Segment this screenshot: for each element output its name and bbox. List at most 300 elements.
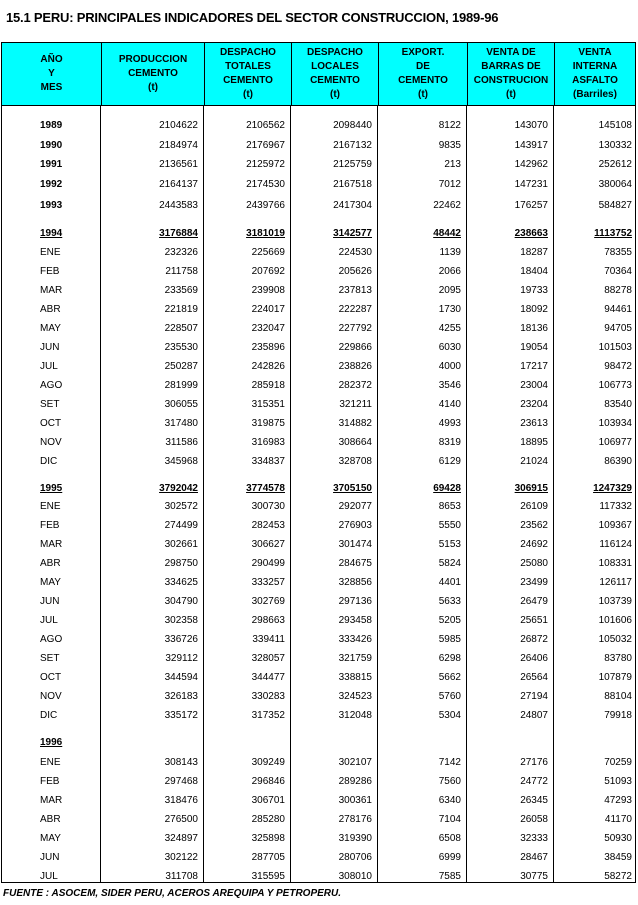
cell-despacho-totales: 242826 xyxy=(251,361,285,372)
row-label: OCT xyxy=(40,672,62,683)
cell-produccion: 2184974 xyxy=(159,140,198,151)
cell-venta-barras: 306915 xyxy=(514,483,548,494)
header-line: CEMENTO xyxy=(223,75,273,86)
cell-despacho-locales: 297136 xyxy=(338,596,372,607)
cell-despacho-locales: 3705150 xyxy=(333,483,372,494)
cell-venta-asfalto: 70364 xyxy=(604,266,632,277)
cell-produccion: 235530 xyxy=(164,342,198,353)
cell-export: 8653 xyxy=(438,501,461,512)
header-line: CONSTRUCION xyxy=(473,75,549,86)
row-label: 1993 xyxy=(40,200,63,211)
cell-produccion xyxy=(108,735,198,751)
cell-venta-barras: 238663 xyxy=(514,228,548,239)
cell-produccion: 2104622 xyxy=(159,120,198,131)
cell-despacho-totales: 235896 xyxy=(251,342,285,353)
table-row xyxy=(2,340,635,356)
cell-export: 22462 xyxy=(433,200,461,211)
cell-export: 6508 xyxy=(438,833,461,844)
cell-export: 7585 xyxy=(438,871,461,882)
cell-venta-barras: 19733 xyxy=(520,285,548,296)
cell-despacho-locales: 292077 xyxy=(338,501,372,512)
row-label: AGO xyxy=(40,380,63,391)
cell-venta-barras: 32333 xyxy=(520,833,548,844)
cell-venta-barras: 25080 xyxy=(520,558,548,569)
year-row xyxy=(2,138,635,154)
cell-despacho-totales: 319875 xyxy=(251,418,285,429)
row-label: ABR xyxy=(40,558,61,569)
cell-despacho-locales: 333426 xyxy=(338,634,372,645)
cell-venta-asfalto: 109367 xyxy=(598,520,632,531)
row-label: SET xyxy=(40,653,60,664)
header-line: BARRAS DE xyxy=(481,61,541,72)
cell-despacho-locales: 2417304 xyxy=(333,200,372,211)
cell-venta-barras: 18136 xyxy=(520,323,548,334)
cell-venta-barras: 176257 xyxy=(514,200,548,211)
cell-despacho-locales: 321211 xyxy=(339,399,372,410)
cell-venta-asfalto: 117332 xyxy=(599,501,632,512)
table-row xyxy=(2,518,635,534)
cell-export: 5985 xyxy=(438,634,461,645)
cell-despacho-locales: 3142577 xyxy=(333,228,372,239)
header-line: DESPACHO xyxy=(220,47,276,58)
cell-produccion: 326183 xyxy=(164,691,198,702)
cell-venta-asfalto: 51093 xyxy=(604,776,632,787)
header-line: CEMENTO xyxy=(398,75,448,86)
cell-venta-asfalto: 101503 xyxy=(598,342,632,353)
cell-despacho-locales: 308664 xyxy=(338,437,372,448)
year-total-row xyxy=(2,481,635,497)
cell-despacho-locales: 227792 xyxy=(338,323,372,334)
header-line: (t) xyxy=(505,89,516,100)
row-label: MAR xyxy=(40,795,63,806)
cell-venta-barras: 23499 xyxy=(520,577,548,588)
cell-produccion: 317480 xyxy=(164,418,198,429)
cell-venta-barras: 19054 xyxy=(520,342,548,353)
cell-despacho-locales: 2098440 xyxy=(333,120,372,131)
cell-venta-barras: 24807 xyxy=(520,710,548,721)
row-label: DIC xyxy=(40,710,58,721)
cell-despacho-locales: 328856 xyxy=(338,577,372,588)
cell-venta-barras: 143917 xyxy=(514,140,548,151)
row-label: 1992 xyxy=(40,179,63,190)
cell-export: 4993 xyxy=(438,418,461,429)
cell-venta-barras xyxy=(458,735,548,751)
cell-venta-barras: 26109 xyxy=(520,501,548,512)
cell-venta-asfalto: 88278 xyxy=(604,285,632,296)
cell-venta-asfalto: 86390 xyxy=(604,456,632,467)
cell-despacho-totales: 285918 xyxy=(251,380,285,391)
cell-despacho-totales: 232047 xyxy=(251,323,285,334)
cell-produccion: 298750 xyxy=(164,558,198,569)
header-produccion-cemento xyxy=(101,43,204,105)
cell-venta-asfalto: 101606 xyxy=(598,615,632,626)
cell-export: 48442 xyxy=(433,228,461,239)
cell-despacho-totales: 207692 xyxy=(251,266,285,277)
header-line: CEMENTO xyxy=(128,68,178,79)
cell-despacho-totales: 225669 xyxy=(251,247,285,258)
cell-despacho-locales: 222287 xyxy=(338,304,372,315)
cell-venta-asfalto: 252612 xyxy=(598,159,632,170)
cell-produccion: 311708 xyxy=(165,871,198,882)
cell-despacho-locales: 280706 xyxy=(338,852,372,863)
year-row xyxy=(2,157,635,173)
cell-despacho-locales: 312048 xyxy=(338,710,372,721)
row-label: MAY xyxy=(40,833,61,844)
cell-venta-asfalto: 103934 xyxy=(598,418,632,429)
cell-venta-asfalto: 1113752 xyxy=(594,228,632,239)
cell-venta-barras: 28467 xyxy=(520,852,548,863)
row-label: JUL xyxy=(40,871,58,882)
header-line: DESPACHO xyxy=(307,47,363,58)
cell-despacho-totales: 3181019 xyxy=(246,228,285,239)
row-label: 1989 xyxy=(40,120,63,131)
cell-despacho-locales: 237813 xyxy=(338,285,372,296)
cell-produccion: 2443583 xyxy=(159,200,198,211)
row-label: ABR xyxy=(40,814,61,825)
cell-venta-barras: 26406 xyxy=(520,653,548,664)
cell-venta-asfalto: 50930 xyxy=(604,833,632,844)
header-venta-barras xyxy=(467,43,554,105)
cell-venta-barras: 18287 xyxy=(520,247,548,258)
cell-despacho-totales: 306701 xyxy=(251,795,285,806)
cell-export: 6030 xyxy=(438,342,461,353)
cell-venta-barras: 27194 xyxy=(520,691,548,702)
cell-export: 5205 xyxy=(438,615,461,626)
cell-export: 6999 xyxy=(438,852,461,863)
cell-venta-asfalto: 41170 xyxy=(604,814,632,825)
cell-produccion: 276500 xyxy=(164,814,198,825)
cell-venta-asfalto: 584827 xyxy=(598,200,632,211)
cell-venta-barras: 23562 xyxy=(520,520,548,531)
cell-venta-barras: 17217 xyxy=(520,361,548,372)
cell-venta-barras: 142962 xyxy=(514,159,548,170)
cell-despacho-locales: 314882 xyxy=(338,418,372,429)
table-row xyxy=(2,264,635,280)
column-divider xyxy=(290,105,291,882)
header-line: TOTALES xyxy=(225,61,271,72)
cell-venta-asfalto: 79918 xyxy=(604,710,632,721)
cell-despacho-locales: 321759 xyxy=(338,653,372,664)
cell-export: 7560 xyxy=(438,776,461,787)
cell-venta-asfalto: 116124 xyxy=(599,539,632,550)
cell-despacho-totales: 316983 xyxy=(251,437,285,448)
cell-export: 4000 xyxy=(438,361,461,372)
column-divider xyxy=(203,105,204,882)
row-label: DIC xyxy=(40,456,58,467)
cell-export: 4255 xyxy=(438,323,461,334)
cell-despacho-totales: 309249 xyxy=(251,757,285,768)
row-label: MAR xyxy=(40,285,63,296)
header-export-cemento xyxy=(378,43,467,105)
table-row xyxy=(2,670,635,686)
cell-produccion: 324897 xyxy=(164,833,198,844)
cell-despacho-locales: 324523 xyxy=(338,691,372,702)
header-line: PRODUCCION xyxy=(118,54,188,65)
cell-despacho-totales: 239908 xyxy=(251,285,285,296)
table-row xyxy=(2,435,635,451)
column-divider xyxy=(100,105,101,882)
table-row xyxy=(2,831,635,847)
table-row xyxy=(2,454,635,470)
row-label: JUN xyxy=(40,596,60,607)
row-label: 1994 xyxy=(40,228,63,239)
cell-produccion: 2164137 xyxy=(159,179,198,190)
row-label: JUL xyxy=(40,361,58,372)
row-label: MAY xyxy=(40,323,61,334)
source-note: FUENTE : ASOCEM, SIDER PERU, ACEROS AREQUIPA Y PETROPERU. xyxy=(3,888,342,899)
column-divider xyxy=(377,105,378,882)
cell-produccion: 2136561 xyxy=(159,159,198,170)
header-line: VENTA xyxy=(578,47,612,58)
cell-export: 3546 xyxy=(438,380,461,391)
row-label: NOV xyxy=(40,437,62,448)
cell-venta-asfalto: 83780 xyxy=(604,653,632,664)
cell-export: 5304 xyxy=(438,710,461,721)
cell-despacho-totales: 300730 xyxy=(251,501,285,512)
cell-despacho-totales xyxy=(195,735,285,751)
row-label: 1995 xyxy=(40,483,63,494)
cell-venta-barras: 26564 xyxy=(520,672,548,683)
cell-produccion: 3176884 xyxy=(159,228,198,239)
table-row xyxy=(2,397,635,413)
header-line: (t) xyxy=(417,89,428,100)
cell-despacho-locales: 2125759 xyxy=(333,159,372,170)
cell-despacho-totales: 282453 xyxy=(251,520,285,531)
cell-despacho-totales: 290499 xyxy=(251,558,285,569)
cell-despacho-totales: 224017 xyxy=(251,304,285,315)
row-label: NOV xyxy=(40,691,62,702)
table-row xyxy=(2,378,635,394)
cell-venta-asfalto: 126117 xyxy=(599,577,632,588)
cell-export: 5633 xyxy=(438,596,461,607)
cell-produccion: 274499 xyxy=(164,520,198,531)
table-row xyxy=(2,869,635,885)
cell-despacho-locales: 205626 xyxy=(338,266,372,277)
cell-venta-barras: 26058 xyxy=(520,814,548,825)
table-row xyxy=(2,755,635,771)
cell-produccion: 304790 xyxy=(164,596,198,607)
cell-export: 7104 xyxy=(438,814,461,825)
header-line: INTERNA xyxy=(572,61,618,72)
cell-venta-asfalto: 38459 xyxy=(604,852,632,863)
cell-venta-asfalto: 98472 xyxy=(604,361,632,372)
cell-venta-asfalto: 94705 xyxy=(604,323,632,334)
page-title: 15.1 PERU: PRINCIPALES INDICADORES DEL SECTOR CONSTRUCCION, 1989-96 xyxy=(6,10,499,25)
cell-despacho-totales: 2174530 xyxy=(246,179,285,190)
cell-venta-barras: 21024 xyxy=(520,456,548,467)
cell-export: 6340 xyxy=(438,795,461,806)
cell-despacho-totales: 2176967 xyxy=(246,140,285,151)
cell-venta-asfalto: 1247329 xyxy=(593,483,632,494)
cell-despacho-locales: 293458 xyxy=(338,615,372,626)
cell-produccion: 302358 xyxy=(164,615,198,626)
cell-produccion: 302661 xyxy=(164,539,198,550)
row-label: FEB xyxy=(40,776,60,787)
cell-despacho-totales: 333257 xyxy=(251,577,285,588)
header-line: ASFALTO xyxy=(572,75,618,86)
cell-venta-asfalto: 105032 xyxy=(598,634,632,645)
cell-despacho-locales: 278176 xyxy=(338,814,372,825)
header-line: LOCALES xyxy=(311,61,359,72)
column-divider xyxy=(553,105,554,882)
cell-export: 4140 xyxy=(438,399,461,410)
column-divider xyxy=(466,105,467,882)
cell-venta-asfalto: 83540 xyxy=(604,399,632,410)
cell-export: 8319 xyxy=(438,437,461,448)
cell-despacho-totales: 298663 xyxy=(251,615,285,626)
row-label: FEB xyxy=(40,520,60,531)
cell-venta-asfalto: 130332 xyxy=(598,140,632,151)
header-line: (Barriles) xyxy=(573,89,617,100)
header-line: Y xyxy=(48,68,55,79)
row-label: FEB xyxy=(40,266,60,277)
cell-despacho-locales: 338815 xyxy=(338,672,372,683)
cell-despacho-totales: 306627 xyxy=(251,539,285,550)
table-row xyxy=(2,708,635,724)
year-row xyxy=(2,177,635,193)
cell-venta-barras: 23613 xyxy=(520,418,548,429)
table-row xyxy=(2,575,635,591)
cell-produccion: 334625 xyxy=(164,577,198,588)
cell-despacho-totales: 315595 xyxy=(251,871,285,882)
cell-export: 7142 xyxy=(438,757,461,768)
cell-venta-asfalto: 47293 xyxy=(604,795,632,806)
table-row xyxy=(2,613,635,629)
cell-produccion: 318476 xyxy=(164,795,198,806)
cell-produccion: 221819 xyxy=(164,304,198,315)
cell-despacho-totales: 344477 xyxy=(251,672,285,683)
cell-venta-barras: 24772 xyxy=(520,776,548,787)
cell-venta-asfalto: 107879 xyxy=(598,672,632,683)
cell-despacho-totales: 334837 xyxy=(251,456,285,467)
cell-despacho-totales: 2106562 xyxy=(246,120,285,131)
table-row xyxy=(2,245,635,261)
header-line: AÑO xyxy=(40,54,63,65)
cell-venta-asfalto: 58272 xyxy=(604,871,632,882)
cell-venta-asfalto: 88104 xyxy=(604,691,632,702)
cell-produccion: 302122 xyxy=(164,852,198,863)
row-label: ENE xyxy=(40,247,61,258)
cell-produccion: 232326 xyxy=(164,247,198,258)
cell-export: 6129 xyxy=(438,456,461,467)
header-line: (t) xyxy=(148,82,158,93)
cell-despacho-locales: 2167132 xyxy=(333,140,372,151)
table-row xyxy=(2,812,635,828)
cell-despacho-locales: 284675 xyxy=(338,558,372,569)
header-line: CEMENTO xyxy=(310,75,360,86)
table-row xyxy=(2,689,635,705)
cell-venta-asfalto: 108331 xyxy=(598,558,632,569)
cell-produccion: 250287 xyxy=(164,361,198,372)
row-label: ENE xyxy=(40,501,61,512)
cell-produccion: 311586 xyxy=(165,437,198,448)
cell-produccion: 306055 xyxy=(164,399,198,410)
cell-despacho-totales: 296846 xyxy=(251,776,285,787)
cell-venta-barras: 18404 xyxy=(520,266,548,277)
row-label: MAY xyxy=(40,577,61,588)
row-label: AGO xyxy=(40,634,63,645)
cell-export: 7012 xyxy=(438,179,461,190)
cell-venta-asfalto: 106773 xyxy=(598,380,632,391)
table-row xyxy=(2,416,635,432)
header-despacho-locales xyxy=(291,43,378,105)
data-table xyxy=(1,42,636,883)
cell-venta-asfalto: 145108 xyxy=(598,120,632,131)
cell-export: 8122 xyxy=(438,120,461,131)
cell-produccion: 308143 xyxy=(164,757,198,768)
header-line: VENTA DE xyxy=(486,47,536,58)
cell-venta-barras: 27176 xyxy=(520,757,548,768)
cell-produccion: 297468 xyxy=(164,776,198,787)
cell-despacho-totales: 330283 xyxy=(251,691,285,702)
cell-despacho-totales: 2125972 xyxy=(246,159,285,170)
header-despacho-totales xyxy=(204,43,291,105)
table-row xyxy=(2,651,635,667)
cell-export: 69428 xyxy=(433,483,461,494)
cell-venta-barras: 23004 xyxy=(520,380,548,391)
cell-despacho-totales: 325898 xyxy=(251,833,285,844)
cell-despacho-locales: 301474 xyxy=(338,539,372,550)
cell-despacho-locales: 238826 xyxy=(338,361,372,372)
header-line: MES xyxy=(40,82,63,93)
cell-venta-barras: 26872 xyxy=(520,634,548,645)
cell-despacho-totales: 339411 xyxy=(252,634,285,645)
cell-despacho-locales: 224530 xyxy=(338,247,372,258)
header-line: DE xyxy=(416,61,430,72)
row-label: 1990 xyxy=(40,140,63,151)
cell-venta-asfalto: 70259 xyxy=(604,757,632,768)
cell-export: 9835 xyxy=(438,140,461,151)
table-row xyxy=(2,499,635,515)
cell-venta-asfalto: 380064 xyxy=(598,179,632,190)
cell-produccion: 228507 xyxy=(164,323,198,334)
row-label: OCT xyxy=(40,418,62,429)
cell-venta-asfalto: 106977 xyxy=(598,437,632,448)
cell-produccion: 344594 xyxy=(164,672,198,683)
cell-produccion: 233569 xyxy=(164,285,198,296)
cell-despacho-totales: 3774578 xyxy=(246,483,285,494)
cell-export: 213 xyxy=(444,159,461,170)
row-label: JUL xyxy=(40,615,58,626)
cell-produccion: 3792042 xyxy=(159,483,198,494)
row-label: 1996 xyxy=(40,737,63,748)
table-row xyxy=(2,632,635,648)
cell-produccion: 345968 xyxy=(164,456,198,467)
cell-produccion: 329112 xyxy=(165,653,198,664)
cell-venta-asfalto: 78355 xyxy=(604,247,632,258)
cell-export: 5550 xyxy=(438,520,461,531)
cell-despacho-locales: 319390 xyxy=(338,833,372,844)
table-row xyxy=(2,793,635,809)
cell-despacho-locales: 2167518 xyxy=(333,179,372,190)
row-label: JUN xyxy=(40,342,60,353)
cell-despacho-locales: 328708 xyxy=(338,456,372,467)
cell-despacho-locales xyxy=(282,735,372,751)
cell-produccion: 281999 xyxy=(164,380,198,391)
cell-venta-asfalto: 94461 xyxy=(604,304,632,315)
cell-venta-barras: 147231 xyxy=(514,179,548,190)
cell-export: 6298 xyxy=(438,653,461,664)
table-row xyxy=(2,850,635,866)
year-row xyxy=(2,198,635,214)
cell-venta-barras: 26345 xyxy=(520,795,548,806)
row-label: ABR xyxy=(40,304,61,315)
cell-venta-barras: 30775 xyxy=(520,871,548,882)
year-total-row xyxy=(2,735,635,751)
cell-venta-barras: 24692 xyxy=(520,539,548,550)
table-row xyxy=(2,537,635,553)
cell-despacho-locales: 282372 xyxy=(338,380,372,391)
